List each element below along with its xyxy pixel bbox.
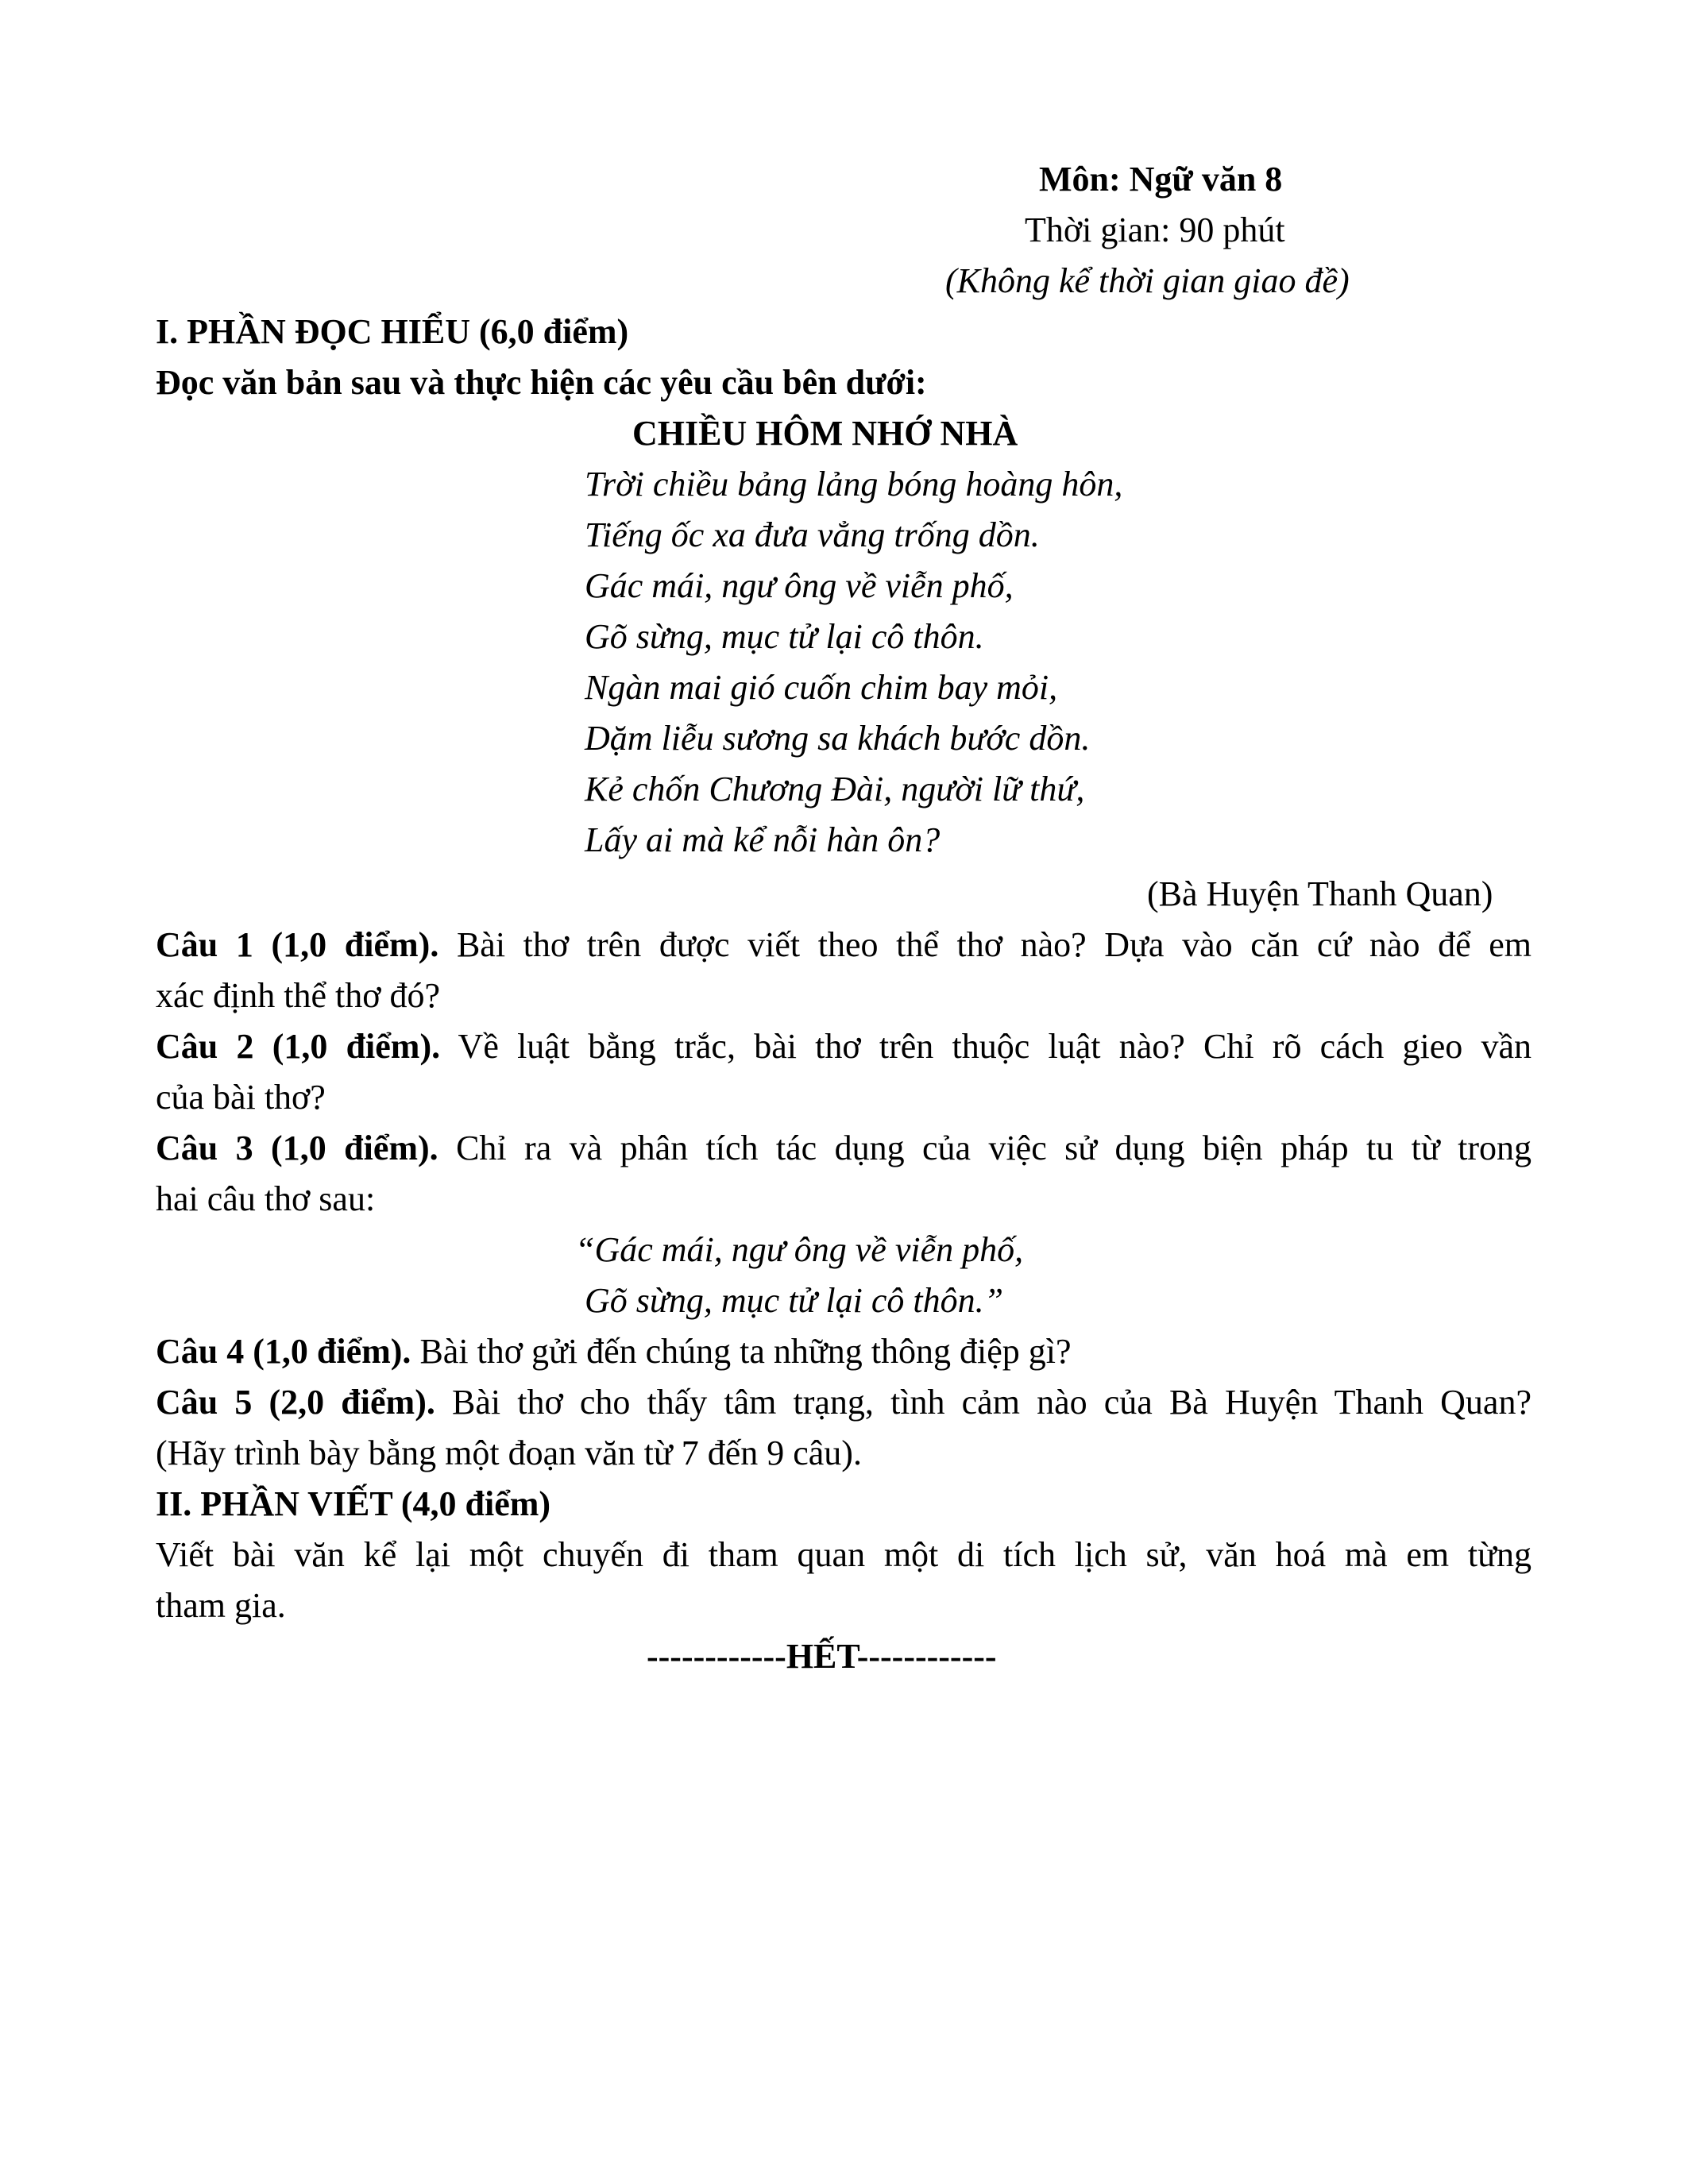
question-text: Bài thơ trên được viết theo thể thơ nào? Dựa vào căn cứ nào để em — [438, 925, 1532, 964]
question-label: Câu 4 (1,0 điểm). — [156, 1332, 411, 1371]
question-3 — [156, 1126, 1532, 1171]
question-text: Chỉ ra và phân tích tác dụng của việc sử dụng biện pháp tu từ trong — [438, 1129, 1532, 1167]
poem-line: Dặm liễu sương sa khách bước dồn. — [585, 719, 1091, 758]
poem-author: (Bà Huyện Thanh Quan) — [1147, 874, 1493, 913]
poem-line: Kẻ chốn Chương Đài, người lữ thứ, — [585, 770, 1085, 808]
question-text: Bài thơ cho thấy tâm trạng, tình cảm nào của Bà Huyện Thanh Quan? — [435, 1383, 1532, 1422]
part1-heading: I. PHẦN ĐỌC HIỂU (6,0 điểm) — [156, 312, 629, 351]
poem-title: CHIỀU HÔM NHỚ NHÀ — [632, 414, 1018, 453]
poem-line: Gõ sừng, mục tử lại cô thôn. — [585, 617, 984, 656]
part2-heading: II. PHẦN VIẾT (4,0 điểm) — [156, 1484, 551, 1523]
question-text: Về luật bằng trắc, bài thơ trên thuộc luật nào? Chỉ rõ cách gieo vần — [440, 1027, 1532, 1066]
question-5 — [156, 1380, 1532, 1425]
part2-prompt: Viết bài văn kể lại một chuyến đi tham quan một di tích lịch sử, văn hoá mà em từng — [156, 1535, 1532, 1574]
exam-time: Thời gian: 90 phút — [1025, 210, 1285, 249]
question-text-continued: hai câu thơ sau: — [156, 1179, 376, 1218]
question-text-continued: (Hãy trình bày bằng một đoạn văn từ 7 đến 9 câu). — [156, 1433, 862, 1472]
poem-line: Lấy ai mà kể nỗi hàn ôn? — [585, 820, 941, 859]
end-marker: ------------HẾT------------ — [647, 1637, 997, 1676]
question-4 — [156, 1329, 1072, 1374]
question-text-continued: xác định thể thơ đó? — [156, 976, 441, 1015]
part1-instruction: Đọc văn bản sau và thực hiện các yêu cầu bên dưới: — [156, 363, 927, 402]
question-label: Câu 1 (1,0 điểm). — [156, 925, 439, 964]
question-label: Câu 3 (1,0 điểm). — [156, 1129, 438, 1167]
poem-line: Gác mái, ngư ông về viễn phố, — [585, 566, 1014, 605]
question-label: Câu 2 (1,0 điểm). — [156, 1027, 441, 1066]
question-2 — [156, 1024, 1532, 1069]
quoted-verse-line: Gõ sừng, mục tử lại cô thôn.” — [585, 1281, 1004, 1320]
question-text: Bài thơ gửi đến chúng ta những thông điệp gì? — [411, 1332, 1072, 1371]
poem-line: Ngàn mai gió cuốn chim bay mỏi, — [585, 668, 1058, 707]
poem-line: Trời chiều bảng lảng bóng hoàng hôn, — [585, 465, 1123, 504]
exam-subject: Môn: Ngữ văn 8 — [1039, 160, 1283, 199]
exam-time-note: (Không kể thời gian giao đề) — [945, 261, 1350, 300]
poem-line: Tiếng ốc xa đưa vẳng trống dồn. — [585, 515, 1040, 554]
part2-prompt-continued: tham gia. — [156, 1586, 286, 1625]
question-label: Câu 5 (2,0 điểm). — [156, 1383, 435, 1422]
quoted-verse-line: “Gác mái, ngư ông về viễn phố, — [575, 1230, 1024, 1269]
question-text-continued: của bài thơ? — [156, 1078, 326, 1117]
question-1 — [156, 923, 1532, 967]
